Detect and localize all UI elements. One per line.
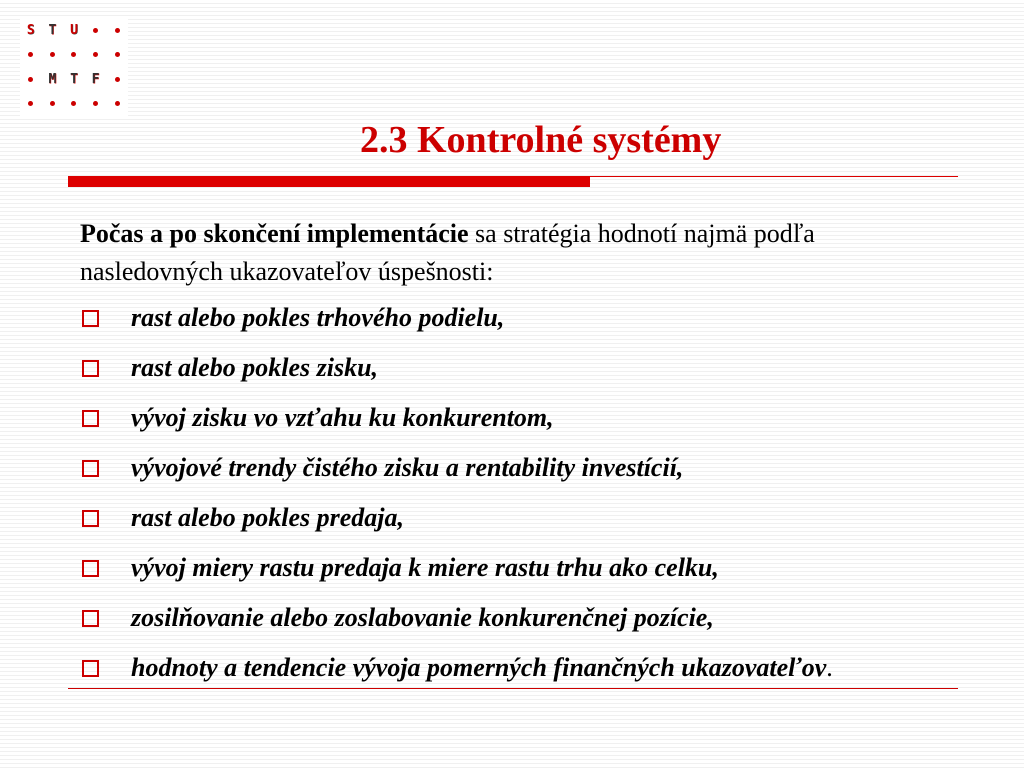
dot-icon [50,101,55,106]
logo-letter: T [48,22,57,38]
list-item [80,399,960,437]
logo-dot-cell [20,43,42,68]
list-item [80,349,960,387]
logo-letter: U [70,22,78,38]
logo-letter: S [26,22,35,38]
list-item [80,649,960,687]
indicator-list [80,299,960,687]
logo-dot-cell [85,18,107,43]
square-outline-icon [82,510,99,527]
logo-dot-cell [106,92,128,117]
list-item-text: rast alebo pokles trhového podielu, [131,303,505,332]
square-outline-icon [82,460,99,477]
list-item [80,499,960,537]
dot-icon [115,28,120,33]
list-item [80,299,960,337]
dot-icon [115,101,120,106]
logo-dot-cell [85,92,107,117]
logo-dot-cell [85,43,107,68]
dot-icon [71,52,76,57]
stu-mtf-logo [20,18,128,116]
logo-dot-cell [63,92,85,117]
list-item-text: rast alebo pokles predaja, [131,503,404,532]
logo-letter: M [48,71,57,87]
list-item-tail: . [826,653,833,682]
square-outline-icon [82,610,99,627]
logo-dot-cell [20,67,42,92]
square-outline-icon [82,560,99,577]
dot-icon [93,52,98,57]
square-outline-icon [82,410,99,427]
dot-icon [28,77,33,82]
dot-icon [93,28,98,33]
square-outline-icon [82,360,99,377]
list-item-text: vývoj miery rastu predaja k miere rastu trhu ako celku, [131,553,719,582]
logo-dot-cell [106,18,128,43]
logo-dot-cell [106,67,128,92]
slide-title: 2.3 Kontrolné systémy [360,119,722,161]
list-item [80,599,960,637]
list-item [80,549,960,587]
dot-icon [50,52,55,57]
dot-icon [28,52,33,57]
intro-rest-text: sa stratégia hodnotí najmä podľa nasledovných ukazovateľov úspešnosti: [80,219,815,286]
logo-letter: F [91,71,100,87]
slide-body [80,215,960,699]
logo-grid [20,18,128,116]
list-item-text: vývojové trendy čistého zisku a rentability investícií, [131,453,684,482]
dot-icon [115,52,120,57]
logo-dot-cell [63,43,85,68]
dot-icon [28,101,33,106]
intro-bold-text: Počas a po skončení implementácie [80,219,469,248]
list-item [80,449,960,487]
intro-paragraph [80,215,960,291]
title-rule-thick [68,176,590,187]
dot-icon [93,101,98,106]
dot-icon [115,77,120,82]
list-item-text: vývoj zisku vo vzťahu ku konkurentom, [131,403,554,432]
list-item-text: rast alebo pokles zisku, [131,353,379,382]
list-item-text: hodnoty a tendencie vývoja pomerných finančných ukazovateľov [131,653,827,682]
logo-dot-cell [106,43,128,68]
title-rule-thin [590,176,958,177]
logo-dot-cell [42,92,64,117]
logo-dot-cell [42,43,64,68]
logo-dot-cell [20,92,42,117]
logo-letter: T [70,71,78,87]
square-outline-icon [82,660,99,677]
footer-rule [68,688,958,689]
square-outline-icon [82,310,99,327]
list-item-text: zosilňovanie alebo zoslabovanie konkurenčnej pozície, [131,603,714,632]
dot-icon [71,101,76,106]
